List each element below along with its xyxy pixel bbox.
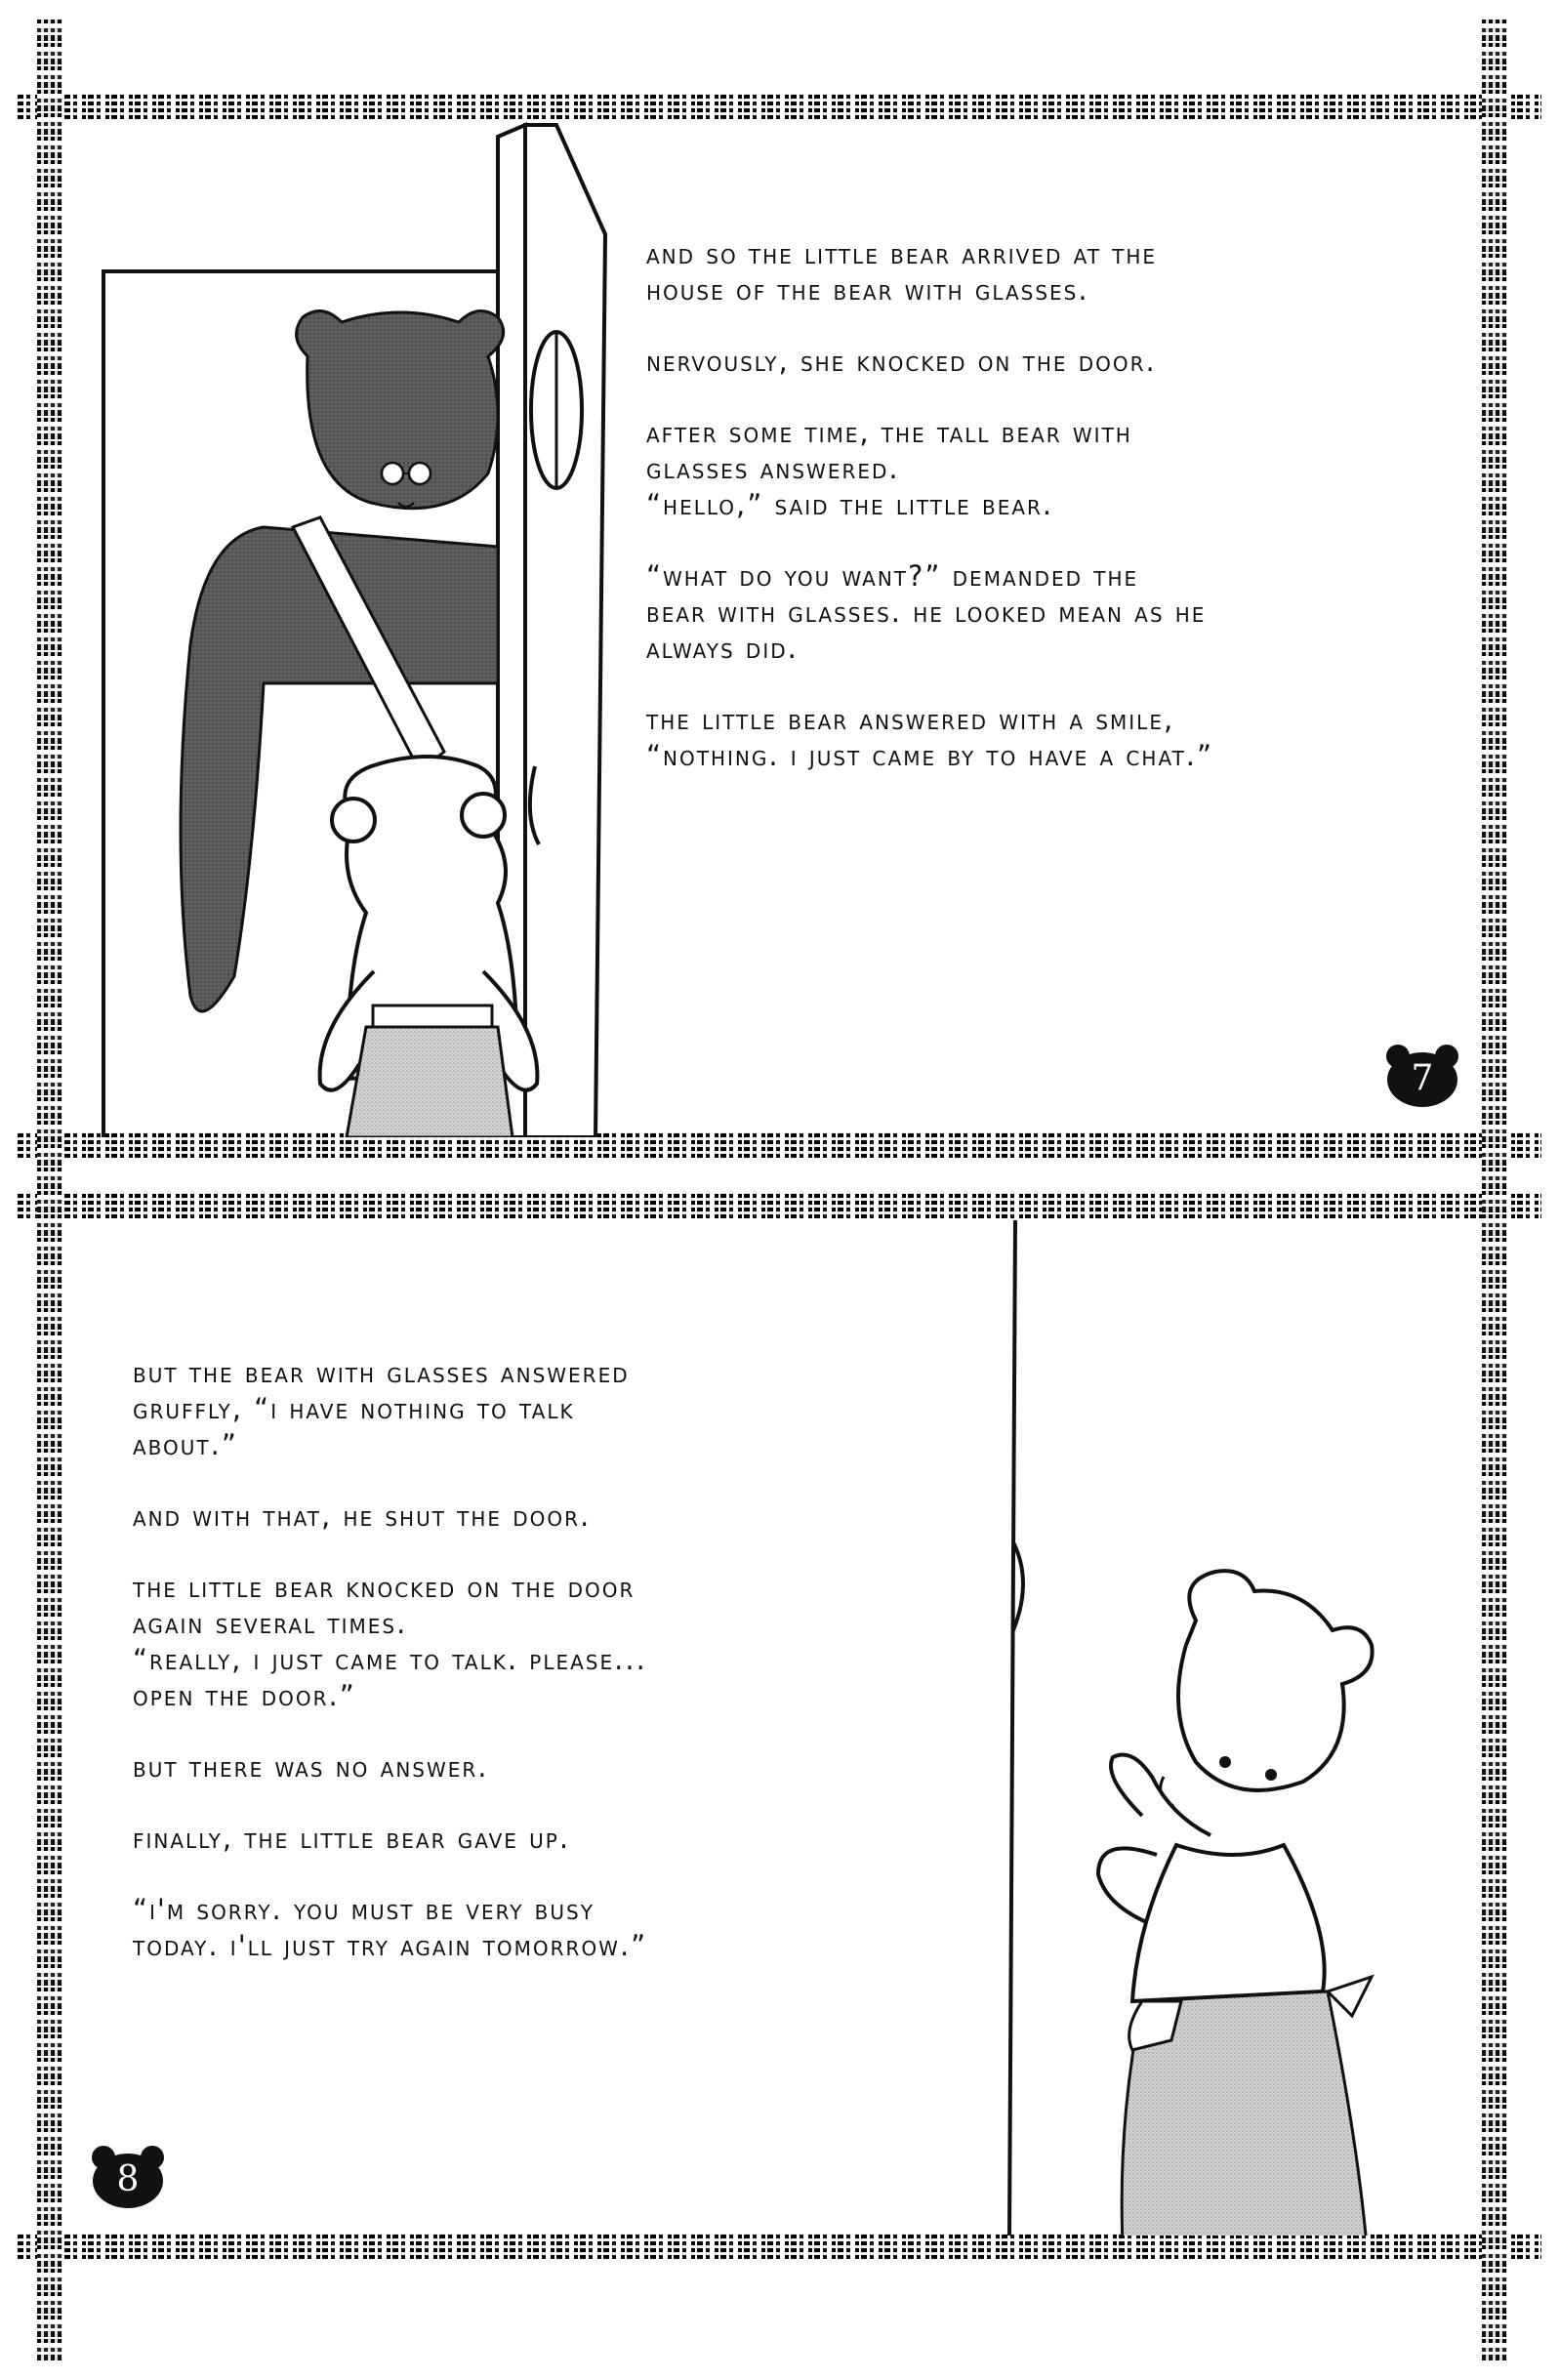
page8-paragraph: “i'm sorry. you must be very busy today. i'll just try again tomorrow.” [133,1893,648,1962]
page-number-badge-7 [1384,1043,1460,1107]
page-number: 8 [116,2159,140,2199]
page7-text [646,236,1427,809]
page7-paragraph: “what do you want?” demanded the bear with glasses. he looked mean as he always did. [646,559,1207,665]
page8-paragraph: and with that, he shut the door. [133,1499,592,1533]
page7-paragraph: after some time, the tall bear with glasses answered. “hello,” said the little bear. [646,416,1132,521]
page-number: 7 [1411,1058,1434,1098]
page-number-badge-8 [90,2144,166,2208]
page8-paragraph: the little bear knocked on the door again several times. “really, i just came to talk. please... open the door.” [133,1571,647,1712]
page7-illustration [98,117,644,1137]
page7-paragraph: the little bear answered with a smile, “nothing. i just came by to have a chat.” [646,703,1214,772]
page8-bottom-border [18,2234,1541,2259]
page8-paragraph: finally, the little bear gave up. [133,1822,571,1855]
page7-paragraph: and so the little bear arrived at the house of the bear with glasses. [646,237,1158,307]
page8-text [133,1355,992,1999]
page8-paragraph: but the bear with glasses answered gruffly, “i have nothing to talk about.” [133,1356,630,1461]
page8-top-border [18,1193,1541,1218]
page7-paragraph: nervously, she knocked on the door. [646,345,1157,378]
page8-illustration [996,1220,1464,2236]
page7-top-border [18,94,1541,119]
right-border [1482,20,1507,2360]
left-border [37,20,62,2360]
page8-paragraph: but there was no answer. [133,1750,489,1784]
